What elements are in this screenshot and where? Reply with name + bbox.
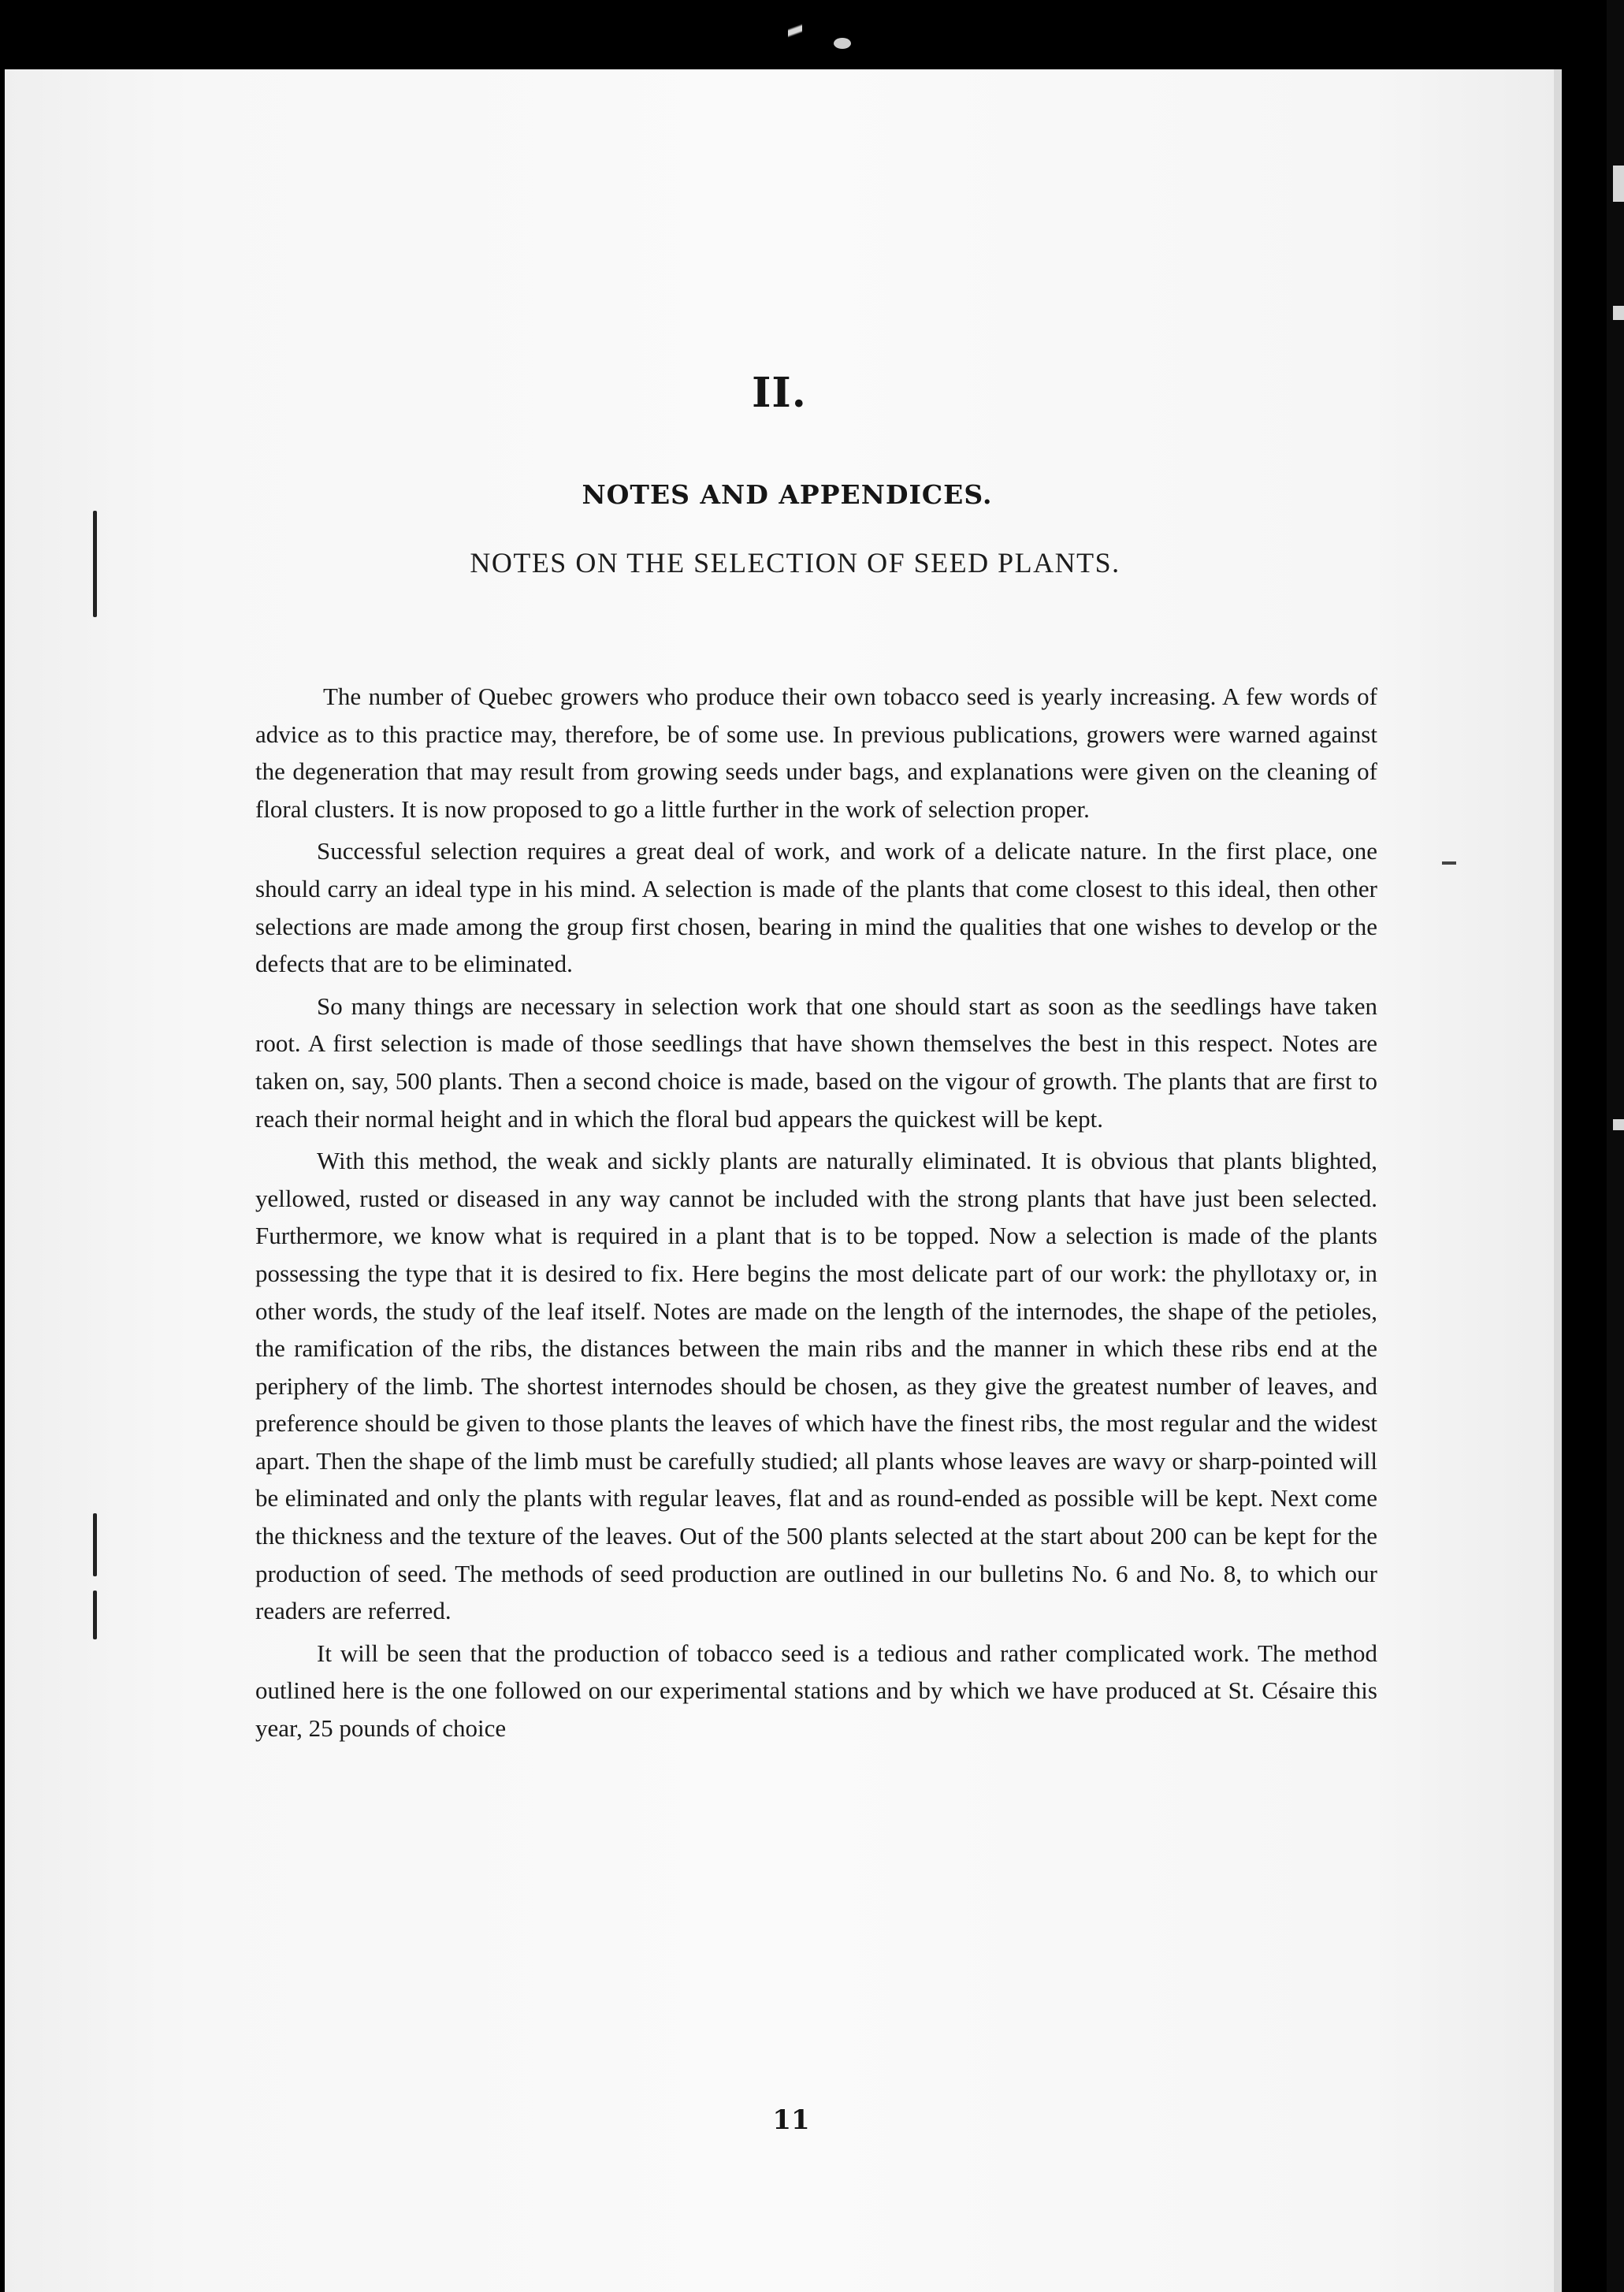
paragraph: Successful selection requires a great deal of work, and work of a delicate nature. In the first place, one should carry an ideal type in his mind. A selection is made of the plants that come closest to this ideal, then other selections are made among the group first chosen, bearing in mind the qualities that one wishes to develop or the defects that are to be eliminated.	[255, 837, 1377, 978]
section-title: NOTES AND APPENDICES.	[582, 479, 993, 510]
margin-mark	[93, 1513, 97, 1576]
scan-artifact-blip	[1613, 1119, 1624, 1130]
paragraph: With this method, the weak and sickly plants are naturally eliminated. It is obvious that plants blighted, yellowed, rusted or diseased in any way cannot be included with the strong plants that have just been selected. Furthermore, we know what is required in a plant that is to be topped. Now a selection is made of the plants possessing the type that it is desired to fix. Here begins the most delicate part of our work: the phyllotaxy or, in other words, the study of the leaf itself. Notes are made on the length of the internodes, the shape of the petioles, the ramification of the ribs, the distances between the main ribs and the manner in which these ribs end at the periphery of the limb. The shortest internodes should be chosen, as they give the greatest number of leaves, and preference should be given to those plants the leaves of which have the finest ribs, the most regular and the widest apart. Then the shape of the limb must be carefully studied; all plants whose leaves are wavy or sharp-pointed will be eliminated and only the plants with regular leaves, flat and as round-ended as possible will be kept. Next come the thickness and the texture of the leaves. Out of the 500 plants selected at the start about 200 can be kept for the production of seed. The methods of seed production are outlined in our bulletins No. 6 and No. 8, to which our readers are referred.	[255, 1147, 1377, 1625]
margin-mark	[93, 1591, 97, 1639]
section-numeral: II.	[752, 369, 807, 417]
scan-right-edge	[1607, 0, 1624, 2292]
scan-artifact-blip	[1613, 166, 1624, 202]
scan-artifact-mark	[788, 11, 802, 50]
paragraph: So many things are necessary in selection work that one should start as soon as the seedlings have taken root. A first selection is made of those seedlings that have shown themselves the best in this respect. Notes are taken on, say, 500 plants. Then a second choice is made, based on the vigour of growth. The plants that are first to reach their normal height and in which the floral bud appears the quickest will be kept.	[255, 992, 1377, 1133]
paper-sheet	[5, 69, 1562, 2292]
scan-artifact-dot	[834, 38, 851, 49]
scan-artifact-blip	[1613, 306, 1624, 320]
paragraph: The number of Quebec growers who produce their own tobacco seed is yearly increasing. A few words of advice as to this practice may, therefore, be of some use. In previous publications, growers were warned against the degeneration that may result from growing seeds under bags, and explanations were given on the cleaning of floral clusters. It is now proposed to go a little further in the work of selection proper.	[255, 683, 1377, 823]
page-subtitle: NOTES ON THE SELECTION OF SEED PLANTS.	[470, 547, 1120, 579]
margin-tick	[1442, 861, 1456, 865]
page-number: 11	[772, 2104, 810, 2136]
body-text	[255, 678, 1377, 1752]
paragraph: It will be seen that the production of tobacco seed is a tedious and rather complicated work. The method outlined here is the one followed on our experimental stations and by which we have produced at St. Césaire this year, 25 pounds of choice	[255, 1639, 1377, 1743]
